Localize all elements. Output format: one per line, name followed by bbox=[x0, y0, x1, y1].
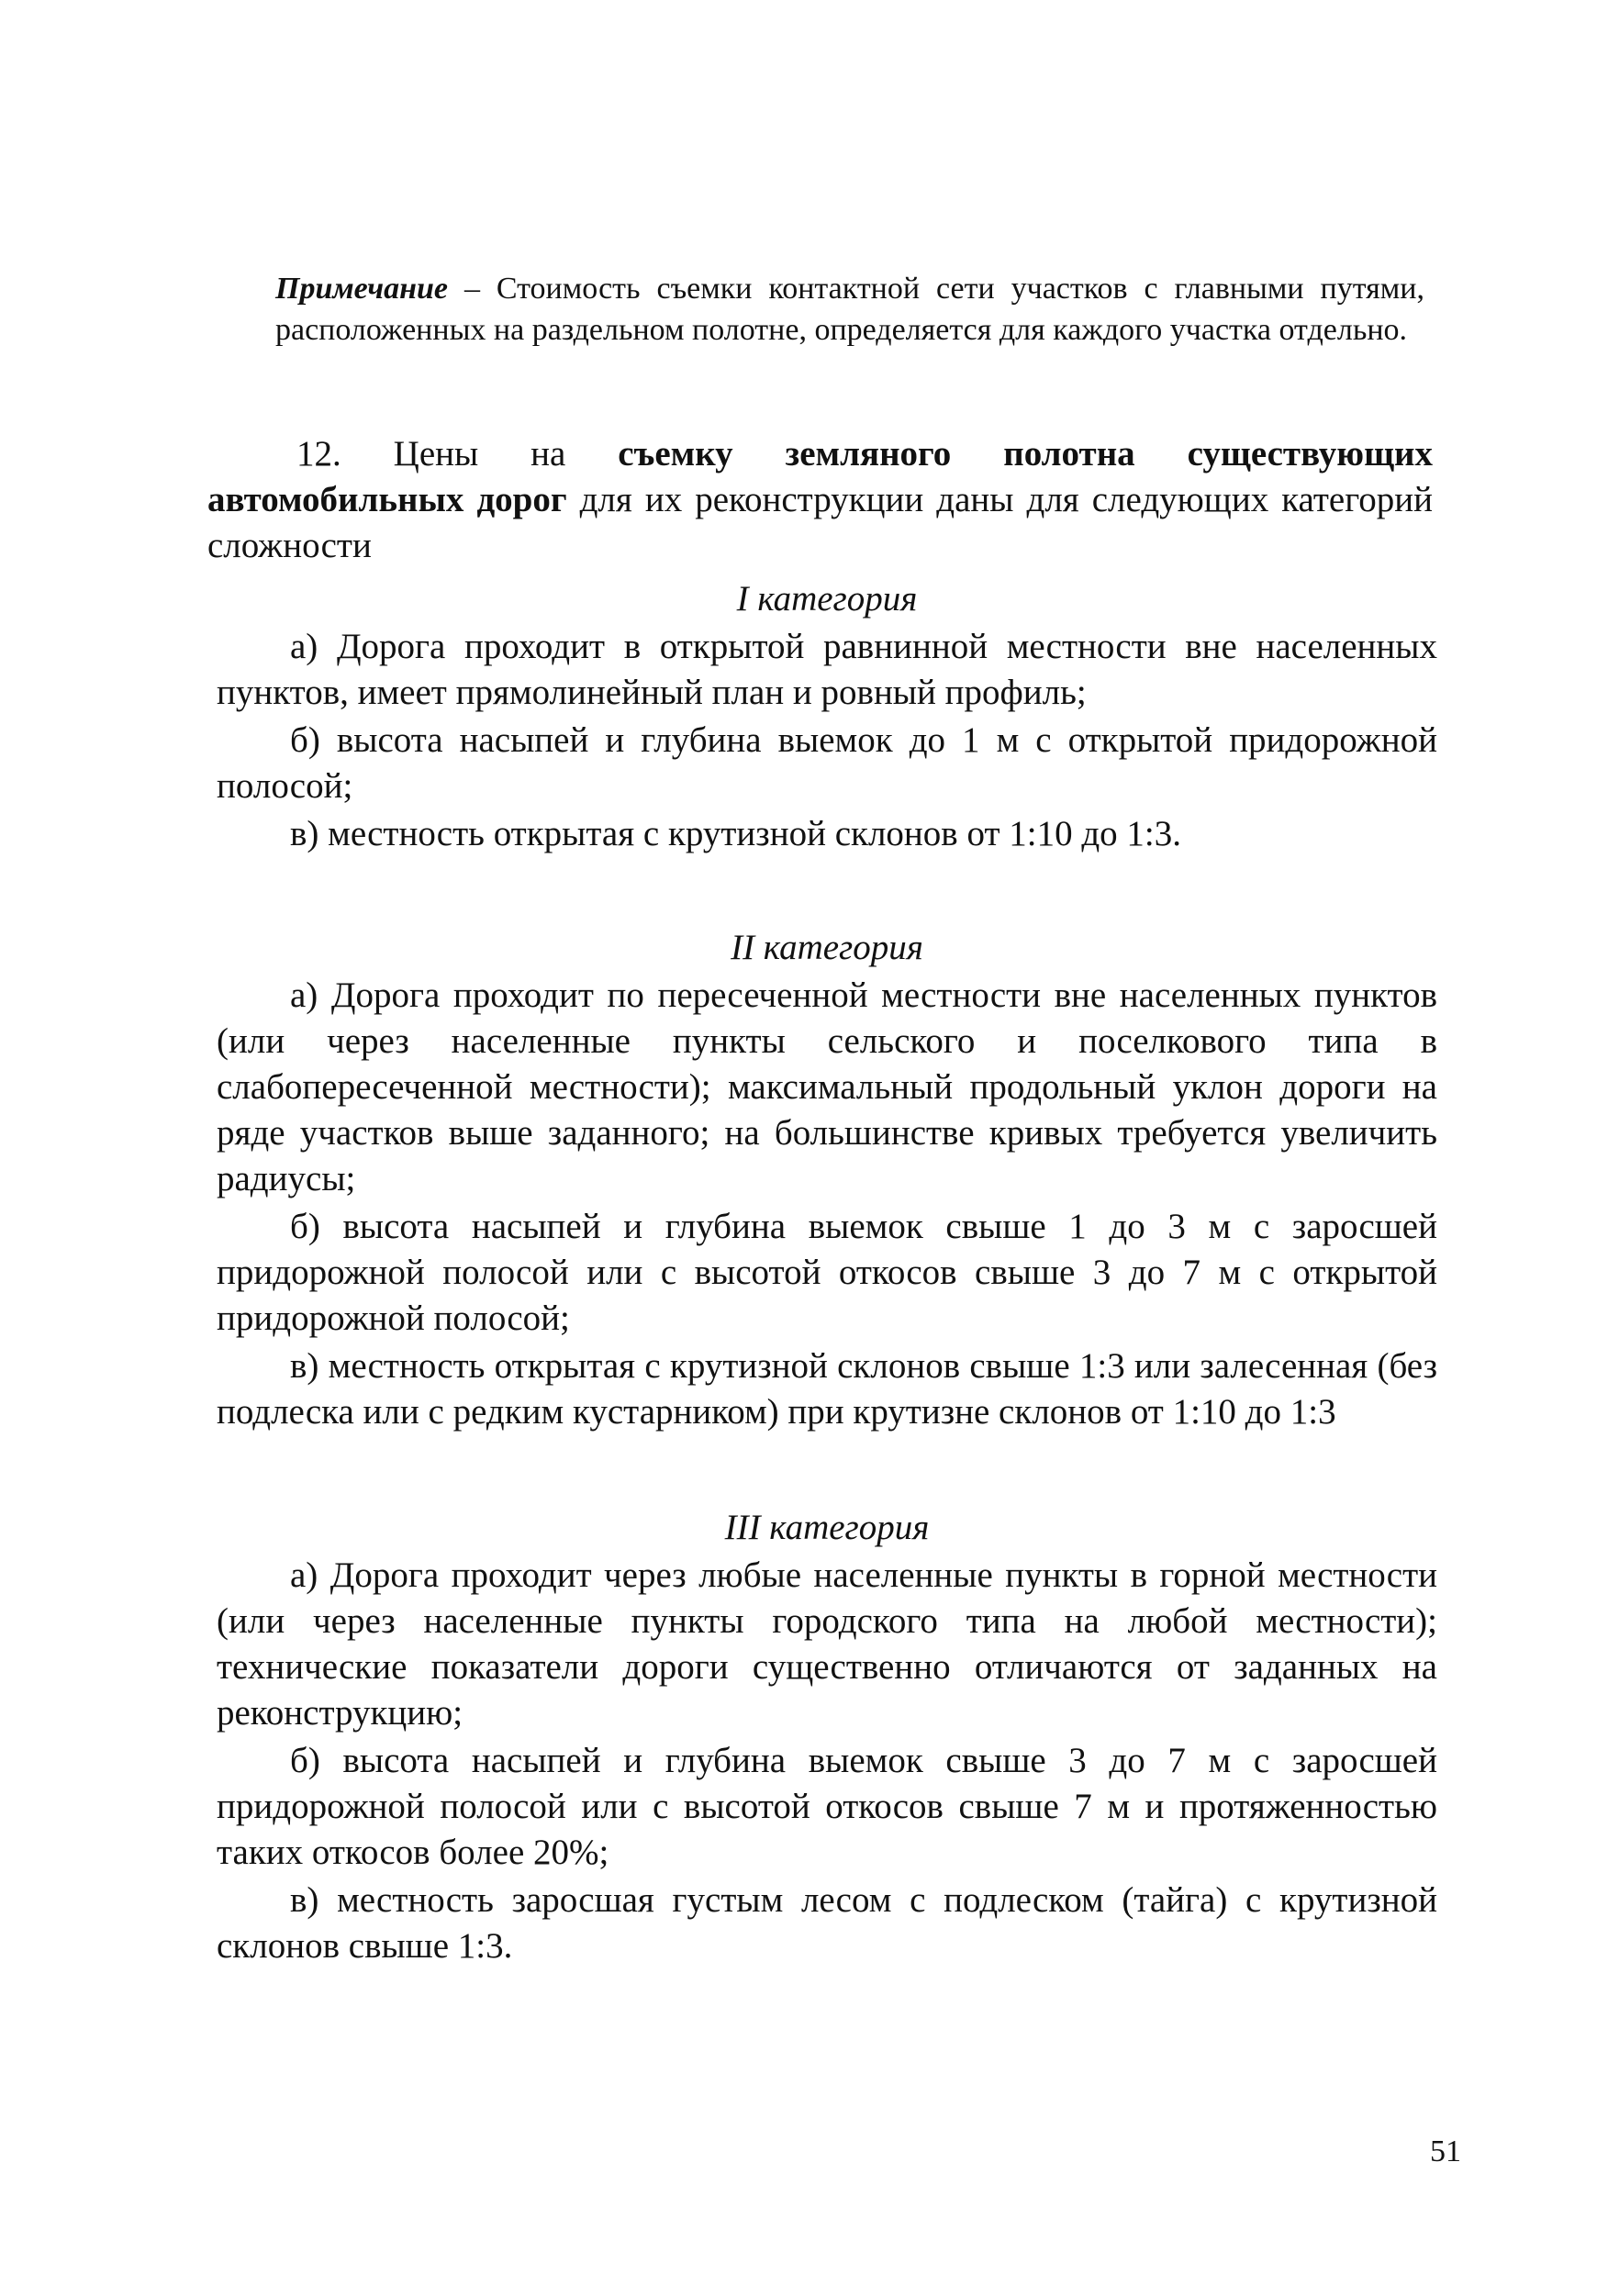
category-item: в) местность открытая с крутизной склонов от 1:10 до 1:3. bbox=[290, 814, 1182, 853]
category-item: а) Дорога проходит в открытой равнинной местности вне населенных пунктов, имеет прямолинейный план и ровный профиль; bbox=[217, 627, 1437, 712]
category-title: III категория bbox=[724, 1508, 930, 1547]
category-3 bbox=[217, 1505, 1437, 1971]
category-item: а) Дорога проходит по пересеченной местности вне населенных пунктов (или через населенные пункты сельского и поселкового типа в слабопересеченной местности); максимальный продольный уклон дороги на ряде участков выше заданного; на большинстве кривых требуется увеличить радиусы; bbox=[217, 975, 1437, 1198]
section-text-1: Цены на bbox=[341, 434, 619, 474]
note-block bbox=[275, 268, 1424, 351]
category-item: б) высота насыпей и глубина выемок свыше 3 до 7 м с заросшей придорожной полосой или с высотой откосов свыше 7 м и протяженностью таких откосов более 20%; bbox=[217, 1741, 1437, 1872]
section-lead bbox=[207, 431, 1433, 569]
note-dash: – bbox=[448, 272, 497, 306]
section-number: 12. bbox=[296, 434, 341, 474]
category-1 bbox=[217, 576, 1437, 859]
section-text-bold: съемку земляного полотна существующих автомобильных дорог bbox=[207, 434, 1433, 519]
category-title: I категория bbox=[736, 579, 918, 619]
note-label: Примечание bbox=[275, 272, 449, 306]
note-text: Стоимость съемки контактной сети участков с главными путями, расположенных на раздельном полотне, определяется для каждого участка отдельно. bbox=[275, 272, 1425, 347]
category-item: б) высота насыпей и глубина выемок до 1 м с открытой придорожной полосой; bbox=[217, 720, 1437, 806]
category-item: б) высота насыпей и глубина выемок свыше 1 до 3 м с заросшей придорожной полосой или с высотой откосов свыше 3 до 7 м с открытой придорожной полосой; bbox=[217, 1207, 1437, 1338]
page-number: 51 bbox=[1430, 2134, 1461, 2168]
section-12-intro bbox=[207, 431, 1433, 569]
category-item: в) местность заросшая густым лесом с подлеском (тайга) с крутизной склонов свыше 1:3. bbox=[217, 1880, 1437, 1966]
category-item: в) местность открытая с крутизной склонов свыше 1:3 или залесенная (без подлеска или с редким кустарником) при крутизне склонов от 1:10 до 1:3 bbox=[217, 1346, 1437, 1432]
category-2 bbox=[217, 925, 1437, 1437]
category-item: а) Дорога проходит через любые населенные пункты в горной местности (или через населенные пункты городского типа на любой местности); технические показатели дороги существенно отличаются от заданных на реконструкцию; bbox=[217, 1555, 1437, 1733]
category-title: II категория bbox=[731, 928, 923, 967]
section-text-2: для их реконструкции даны для следующих категорий сложности bbox=[207, 480, 1433, 565]
